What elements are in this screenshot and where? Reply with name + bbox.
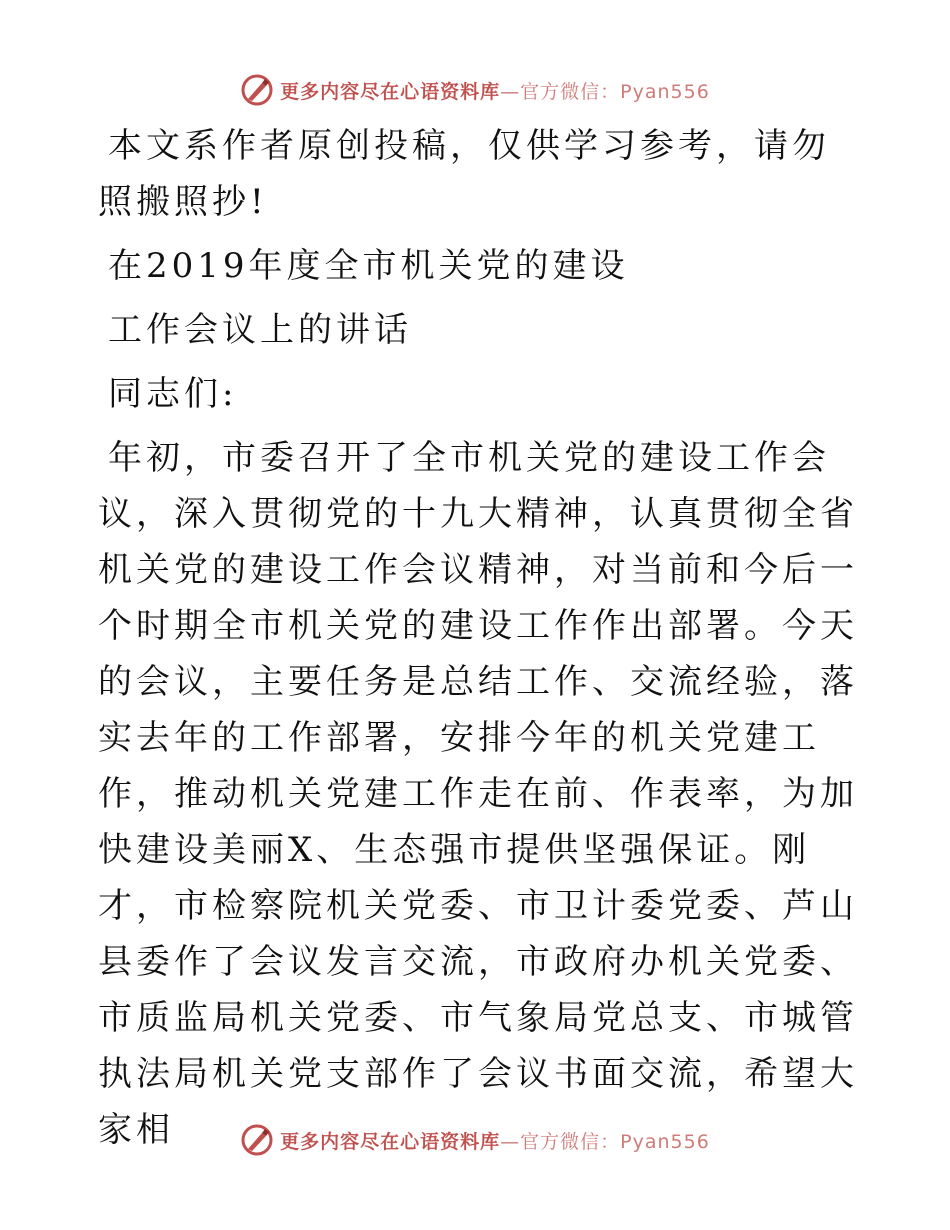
watermark-text — [280, 1127, 710, 1154]
header-watermark — [0, 70, 950, 110]
document-title-line-1: 在2019年度全市机关党的建设 — [108, 246, 629, 286]
footer-watermark — [0, 1120, 950, 1160]
salutation: 同志们: — [108, 374, 238, 414]
document-body — [98, 118, 858, 1158]
watermark-separator: — — [500, 80, 521, 103]
pen-circle-logo-icon — [240, 73, 274, 107]
document-title-line-2: 工作会议上的讲话 — [108, 310, 412, 350]
pen-circle-logo-icon — [240, 1123, 274, 1157]
body-paragraph: 年初，市委召开了全市机关党的建设工作会议，深入贯彻党的十九大精神，认真贯彻全省机关党的建设工作会议精神，对当前和今后一个时期全市机关党的建设工作作出部署。今天的会议，主要任务是总结工作、交流经验，落实去年的工作部署，安排今年的机关党建工作，推动机关党建工作走在前、作表率，为加快建设美丽X、生态强市提供坚强保证。刚才，市检察院机关党委、市卫计委党委、芦山县委作了会议发言交流，市政府办机关党委、市质监局机关党委、市气象局党总支、市城管执法局机关党支部作了会议书面交流，希望大家相 — [98, 438, 858, 1150]
watermark-separator: — — [500, 1130, 521, 1153]
watermark-wechat: 官方微信：Pyan556 — [520, 80, 710, 103]
watermark-main: 更多内容尽在心语资料库 — [280, 1130, 501, 1153]
watermark-main: 更多内容尽在心语资料库 — [280, 80, 501, 103]
copyright-notice: 本文系作者原创投稿，仅供学习参考，请勿照搬照抄! — [98, 126, 830, 222]
watermark-text — [280, 77, 710, 104]
watermark-wechat: 官方微信：Pyan556 — [520, 1130, 710, 1153]
